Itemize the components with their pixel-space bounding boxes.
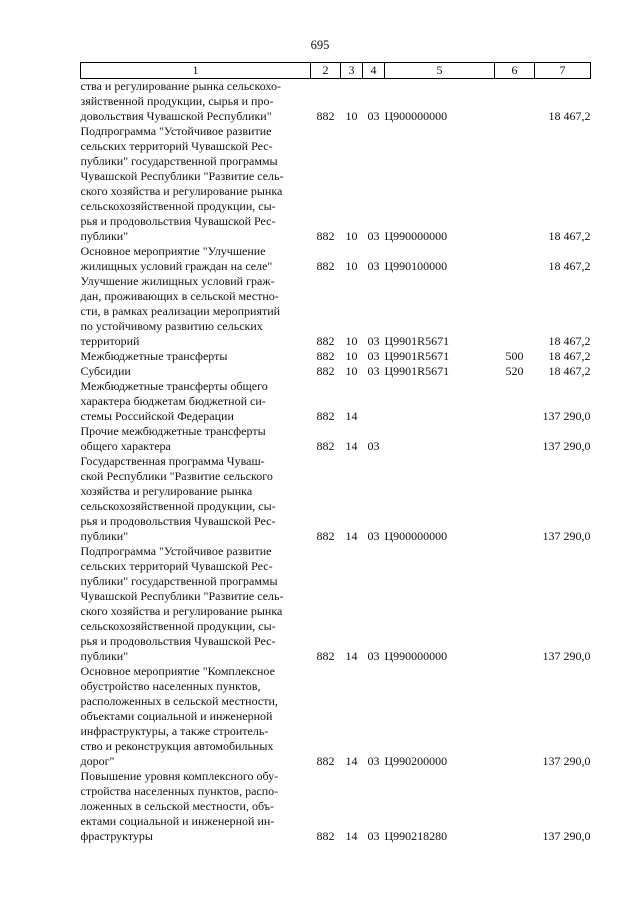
cell-amount: 137 290,0 bbox=[542, 439, 591, 453]
row-name-line: Повышение уровня комплексного обу- bbox=[80, 769, 279, 783]
row-name-line: ство и реконструкция автомобильных bbox=[80, 739, 274, 753]
cell-subsection-code: 03 bbox=[367, 439, 380, 453]
row-name-line: Межбюджетные трансферты общего bbox=[80, 379, 268, 393]
row-name-line: сельскохозяйственной продукции, сы- bbox=[80, 619, 276, 633]
cell-amount: 18 467,2 bbox=[548, 259, 591, 273]
table-row bbox=[81, 769, 591, 844]
cell-expense-type-code: 500 bbox=[505, 349, 524, 363]
cell-subsection-code: 03 bbox=[367, 334, 380, 348]
cell-target-article-code: Ц990200000 bbox=[384, 754, 448, 768]
row-name-line: сельскохозяйственной продукции, сы- bbox=[80, 499, 276, 513]
table-body bbox=[81, 79, 591, 845]
row-name-line: характера бюджетам бюджетной си- bbox=[80, 394, 266, 408]
table-row bbox=[81, 364, 591, 379]
row-name bbox=[81, 544, 311, 664]
cell-section-code: 14 bbox=[345, 829, 358, 843]
table-row bbox=[81, 124, 591, 244]
cell-amount: 18 467,2 bbox=[548, 349, 591, 363]
row-name bbox=[81, 244, 311, 274]
cell-admin-code: 882 bbox=[316, 349, 335, 363]
cell-subsection-code: 03 bbox=[367, 364, 380, 378]
column-header-7: 7 bbox=[535, 63, 591, 79]
cell-expense-type-code bbox=[495, 79, 535, 125]
cell-target-article-code: Ц990100000 bbox=[384, 259, 448, 273]
row-name-line: публики" bbox=[80, 649, 129, 663]
row-name bbox=[81, 364, 311, 379]
row-name-line: сельскохозяйственной продукции, сы- bbox=[80, 199, 276, 213]
cell-section-code: 10 bbox=[345, 259, 358, 273]
row-name-line: публики" bbox=[80, 529, 129, 543]
cell-expense-type-code bbox=[495, 379, 535, 424]
cell-admin-code: 882 bbox=[316, 109, 335, 123]
row-name-line: обустройство населенных пунктов, bbox=[80, 679, 261, 693]
cell-amount: 137 290,0 bbox=[542, 754, 591, 768]
table-row bbox=[81, 244, 591, 274]
cell-target-article-code: Ц990218280 bbox=[384, 829, 448, 843]
cell-admin-code: 882 bbox=[316, 334, 335, 348]
cell-subsection-code bbox=[363, 379, 385, 424]
row-name-line: ской Республики "Развитие сельского bbox=[80, 469, 273, 483]
cell-section-code: 14 bbox=[345, 529, 358, 543]
cell-admin-code: 882 bbox=[316, 529, 335, 543]
cell-admin-code: 882 bbox=[316, 439, 335, 453]
row-name-line: ложенных в сельской местности, объ- bbox=[80, 799, 274, 813]
row-name-line: Улучшение жилищных условий граж- bbox=[80, 274, 275, 288]
row-name-line: сти, в рамках реализации мероприятий bbox=[80, 304, 281, 318]
table-row bbox=[81, 454, 591, 544]
cell-subsection-code: 03 bbox=[367, 109, 380, 123]
row-name-line: Подпрограмма "Устойчивое развитие bbox=[80, 124, 272, 138]
column-header-4: 4 bbox=[363, 63, 385, 79]
row-name-line: Прочие межбюджетные трансферты bbox=[80, 424, 266, 438]
column-header-3: 3 bbox=[341, 63, 363, 79]
cell-expense-type-code bbox=[495, 424, 535, 454]
row-name-line: Подпрограмма "Устойчивое развитие bbox=[80, 544, 272, 558]
cell-admin-code: 882 bbox=[316, 754, 335, 768]
row-name-line: территорий bbox=[80, 334, 140, 348]
row-name-line: расположенных в сельской местности, bbox=[80, 694, 278, 708]
cell-target-article-code: Ц990000000 bbox=[384, 649, 448, 663]
cell-target-article-code: Ц9901R5671 bbox=[384, 334, 450, 348]
table-row bbox=[81, 544, 591, 664]
cell-subsection-code: 03 bbox=[367, 229, 380, 243]
row-name-line: Субсидии bbox=[80, 364, 131, 378]
row-name bbox=[81, 424, 311, 454]
cell-admin-code: 882 bbox=[316, 829, 335, 843]
row-name-line: Основное мероприятие "Улучшение bbox=[80, 244, 266, 258]
cell-subsection-code: 03 bbox=[367, 829, 380, 843]
cell-admin-code: 882 bbox=[316, 364, 335, 378]
row-name-line: публики" государственной программы bbox=[80, 154, 278, 168]
row-name-line: Государственная программа Чуваш- bbox=[80, 454, 265, 468]
row-name-line: ектами социальной и инженерной ин- bbox=[80, 814, 275, 828]
cell-admin-code: 882 bbox=[316, 409, 335, 423]
row-name bbox=[81, 124, 311, 244]
cell-amount: 18 467,2 bbox=[548, 229, 591, 243]
cell-section-code: 10 bbox=[345, 349, 358, 363]
table-row bbox=[81, 664, 591, 769]
row-name-line: сельских территорий Чувашской Рес- bbox=[80, 559, 273, 573]
row-name-line: ства и регулирование рынка сельскохо- bbox=[80, 79, 281, 93]
header-row bbox=[81, 63, 591, 79]
cell-section-code: 10 bbox=[345, 229, 358, 243]
row-name-line: рья и продовольствия Чувашской Рес- bbox=[80, 634, 276, 648]
row-name-line: ского хозяйства и регулирование рынка bbox=[80, 604, 283, 618]
row-name-line: дорог" bbox=[80, 754, 115, 768]
cell-amount: 137 290,0 bbox=[542, 649, 591, 663]
cell-expense-type-code bbox=[495, 124, 535, 244]
row-name-line: ского хозяйства и регулирование рынка bbox=[80, 184, 283, 198]
cell-admin-code: 882 bbox=[316, 649, 335, 663]
cell-admin-code: 882 bbox=[316, 259, 335, 273]
row-name-line: объектами социальной и инженерной bbox=[80, 709, 273, 723]
row-name bbox=[81, 379, 311, 424]
cell-subsection-code: 03 bbox=[367, 259, 380, 273]
table-row bbox=[81, 79, 591, 125]
row-name bbox=[81, 349, 311, 364]
cell-subsection-code: 03 bbox=[367, 529, 380, 543]
row-name bbox=[81, 769, 311, 844]
row-name-line: фраструктуры bbox=[80, 829, 153, 843]
cell-section-code: 10 bbox=[345, 364, 358, 378]
row-name-line: рья и продовольствия Чувашской Рес- bbox=[80, 514, 276, 528]
cell-amount: 137 290,0 bbox=[542, 529, 591, 543]
row-name-line: публики" государственной программы bbox=[80, 574, 278, 588]
column-header-5: 5 bbox=[385, 63, 495, 79]
row-name-line: стемы Российской Федерации bbox=[80, 409, 234, 423]
table-row bbox=[81, 349, 591, 364]
cell-target-article-code: Ц9901R5671 bbox=[384, 364, 450, 378]
row-name-line: общего характера bbox=[80, 439, 171, 453]
cell-expense-type-code bbox=[495, 244, 535, 274]
cell-expense-type-code bbox=[495, 769, 535, 844]
cell-expense-type-code bbox=[495, 664, 535, 769]
row-name-line: инфраструктуры, а также строитель- bbox=[80, 724, 269, 738]
table-row bbox=[81, 274, 591, 349]
cell-amount: 18 467,2 bbox=[548, 109, 591, 123]
row-name-line: Чувашской Республики "Развитие сель- bbox=[80, 169, 284, 183]
cell-expense-type-code bbox=[495, 544, 535, 664]
cell-expense-type-code bbox=[495, 454, 535, 544]
table-row bbox=[81, 424, 591, 454]
cell-target-article-code bbox=[385, 379, 495, 424]
cell-target-article-code: Ц900000000 bbox=[384, 109, 448, 123]
cell-amount: 18 467,2 bbox=[548, 334, 591, 348]
row-name-line: публики" bbox=[80, 229, 129, 243]
cell-target-article-code bbox=[385, 424, 495, 454]
row-name-line: зяйственной продукции, сырья и про- bbox=[80, 94, 274, 108]
cell-subsection-code: 03 bbox=[367, 649, 380, 663]
row-name-line: Межбюджетные трансферты bbox=[80, 349, 228, 363]
column-header-1: 1 bbox=[81, 63, 311, 79]
budget-table bbox=[80, 62, 591, 844]
row-name-line: дан, проживающих в сельской местно- bbox=[80, 289, 279, 303]
cell-section-code: 14 bbox=[345, 439, 358, 453]
column-header-2: 2 bbox=[311, 63, 341, 79]
table-row bbox=[81, 379, 591, 424]
cell-target-article-code: Ц900000000 bbox=[384, 529, 448, 543]
page-number: 695 bbox=[310, 38, 330, 52]
cell-section-code: 10 bbox=[345, 334, 358, 348]
row-name bbox=[81, 664, 311, 769]
cell-expense-type-code bbox=[495, 274, 535, 349]
cell-amount: 18 467,2 bbox=[548, 364, 591, 378]
row-name-line: довольствия Чувашской Республики" bbox=[80, 109, 272, 123]
cell-target-article-code: Ц990000000 bbox=[384, 229, 448, 243]
cell-expense-type-code: 520 bbox=[505, 364, 524, 378]
cell-section-code: 14 bbox=[345, 409, 358, 423]
row-name-line: жилищных условий граждан на селе" bbox=[80, 259, 273, 273]
cell-section-code: 10 bbox=[345, 109, 358, 123]
row-name-line: Чувашской Республики "Развитие сель- bbox=[80, 589, 284, 603]
cell-amount: 137 290,0 bbox=[542, 829, 591, 843]
row-name-line: сельских территорий Чувашской Рес- bbox=[80, 139, 273, 153]
row-name bbox=[81, 274, 311, 349]
row-name bbox=[81, 79, 311, 125]
row-name-line: стройства населенных пунктов, распо- bbox=[80, 784, 279, 798]
cell-section-code: 14 bbox=[345, 649, 358, 663]
cell-admin-code: 882 bbox=[316, 229, 335, 243]
row-name-line: по устойчивому развитию сельских bbox=[80, 319, 263, 333]
row-name-line: рья и продовольствия Чувашской Рес- bbox=[80, 214, 276, 228]
row-name-line: хозяйства и регулирование рынка bbox=[80, 484, 253, 498]
column-header-6: 6 bbox=[495, 63, 535, 79]
row-name bbox=[81, 454, 311, 544]
cell-subsection-code: 03 bbox=[367, 754, 380, 768]
cell-amount: 137 290,0 bbox=[542, 409, 591, 423]
cell-section-code: 14 bbox=[345, 754, 358, 768]
cell-subsection-code: 03 bbox=[367, 349, 380, 363]
cell-target-article-code: Ц9901R5671 bbox=[384, 349, 450, 363]
row-name-line: Основное мероприятие "Комплексное bbox=[80, 664, 275, 678]
